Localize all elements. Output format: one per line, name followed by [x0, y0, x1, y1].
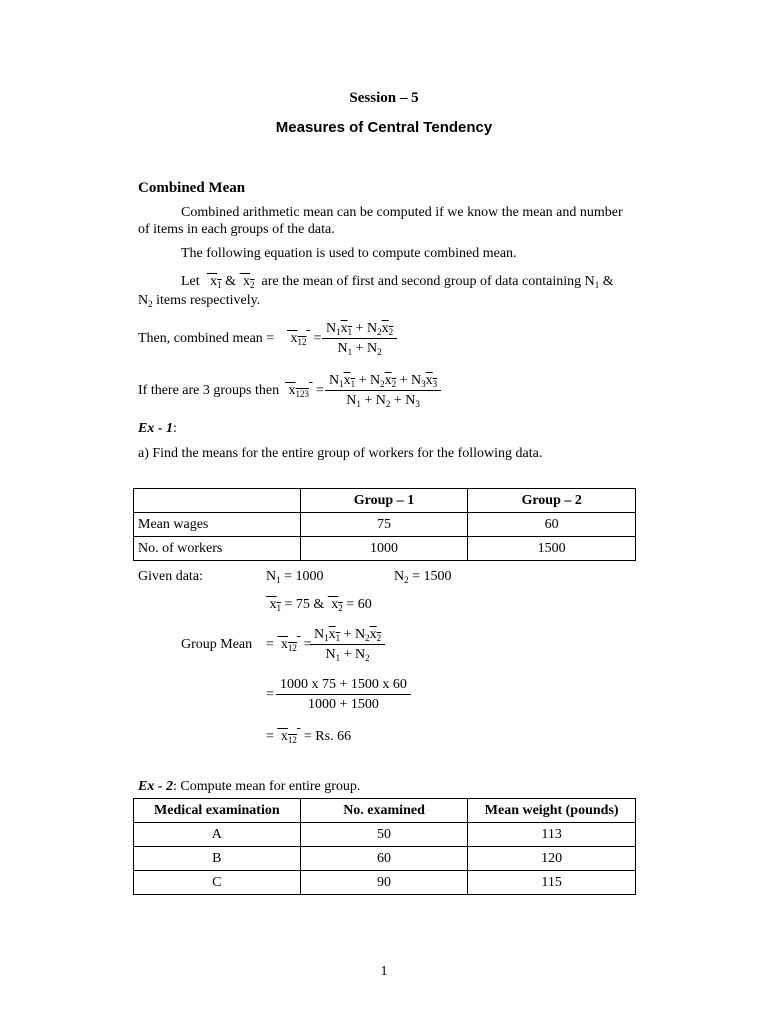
table-row — [134, 871, 636, 895]
calc-denominator: 1000 + 1500 — [308, 697, 379, 712]
table-header-cell: Group – 2 — [468, 489, 636, 513]
table-header-cell: Mean weight (pounds) — [468, 799, 636, 823]
group-mean-x12: = $x_{12}$ = — [266, 637, 312, 653]
x123-symbol: $x_{123}$ = — [285, 383, 324, 399]
table-cell: 75 — [300, 513, 468, 537]
ex2-label: Ex - 2 — [138, 779, 173, 794]
page-title: Measures of Central Tendency — [275, 119, 493, 136]
session-heading: Session – 5 — [349, 90, 419, 106]
result-value: = Rs. 66 — [303, 729, 352, 744]
ex2-heading — [138, 780, 360, 794]
x-values: $x_1 = 75$ & $x_2 = 60$ — [266, 597, 372, 613]
table-header-cell: Medical examination — [134, 799, 301, 823]
table-cell: 115 — [468, 871, 636, 895]
table-cell: B — [134, 847, 301, 871]
n2-items-text: items respectively. — [156, 293, 261, 308]
table-row — [134, 537, 636, 561]
x2-value: = 60 — [346, 597, 372, 612]
combined-mean-fraction: $N_1x_1 + N_2x_2$ $N_1 + N_2$ — [322, 322, 397, 356]
table-cell: 1000 — [300, 537, 468, 561]
group-mean-label: Group Mean — [181, 637, 253, 652]
group-mean-fraction: $N_1x_1 + N_2x_2$ $N_1 + N_2$ — [310, 628, 385, 662]
table-header-cell — [134, 489, 301, 513]
table-row — [134, 513, 636, 537]
table-cell: 1500 — [468, 537, 636, 561]
table-cell: 120 — [468, 847, 636, 871]
ex1-label: Ex - 1 — [138, 421, 173, 436]
workers-table — [133, 488, 636, 561]
n2-number: = 1500 — [412, 569, 452, 584]
table-row — [134, 847, 636, 871]
page-number: 1 — [380, 964, 388, 979]
table-header-cell: Group – 1 — [300, 489, 468, 513]
table-header-row — [134, 799, 636, 823]
table-cell: A — [134, 823, 301, 847]
equals-sign: = — [266, 687, 274, 702]
combined-mean-label: Then, combined mean = — [138, 331, 275, 346]
ex1-heading — [138, 422, 177, 436]
paragraph-line: The following equation is used to compute combined mean. — [181, 246, 517, 261]
ex2-prompt: : Compute mean for entire group. — [173, 779, 361, 794]
table-cell: 90 — [300, 871, 468, 895]
section-heading: Combined Mean — [138, 180, 246, 196]
table-cell: 113 — [468, 823, 636, 847]
table-cell: 60 — [468, 513, 636, 537]
x1-value: = 75 & — [284, 597, 325, 612]
n2-line: $N_2$ items respectively. — [138, 293, 261, 309]
paragraph-line: Combined arithmetic mean can be computed if we know the mean and number — [181, 205, 623, 220]
table-cell: 60 — [300, 847, 468, 871]
n1-value: $N_1 = 1000$ — [266, 569, 324, 585]
table-header-row — [134, 489, 636, 513]
table-cell: No. of workers — [134, 537, 301, 561]
let-word: Let — [181, 274, 200, 289]
let-statement: Let $x_1$ & $x_2$ are the mean of first and second group of data containing $N_1$ & — [181, 274, 614, 290]
three-group-fraction: $N_1x_1 + N_2x_2 + N_3x_3$ $N_1 + N_2 + N_3$ — [325, 374, 441, 408]
table-cell: C — [134, 871, 301, 895]
three-groups-label: If there are 3 groups then — [138, 383, 280, 398]
ex1-colon: : — [173, 421, 177, 436]
n1-number: = 1000 — [284, 569, 324, 584]
medical-table — [133, 798, 636, 895]
result-line: = $x_{12} = Rs$. 66 — [266, 729, 352, 745]
paragraph-line: of items in each groups of the data. — [138, 222, 335, 237]
table-cell: 50 — [300, 823, 468, 847]
ex1-question: a) Find the means for the entire group of workers for the following data. — [138, 446, 543, 461]
n2-value: $N_2 = 1500$ — [394, 569, 452, 585]
let-description: are the mean of first and second group of data containing N — [261, 274, 595, 289]
table-header-cell: No. examined — [300, 799, 468, 823]
table-row — [134, 823, 636, 847]
ampersand: & — [602, 274, 614, 289]
table-cell: Mean wages — [134, 513, 301, 537]
calc-numerator: 1000 x 75 + 1500 x 60 — [280, 677, 407, 692]
given-label: Given data: — [138, 569, 203, 584]
x12-symbol: $x_{12}$ = — [287, 331, 322, 347]
calc-fraction — [276, 678, 411, 712]
